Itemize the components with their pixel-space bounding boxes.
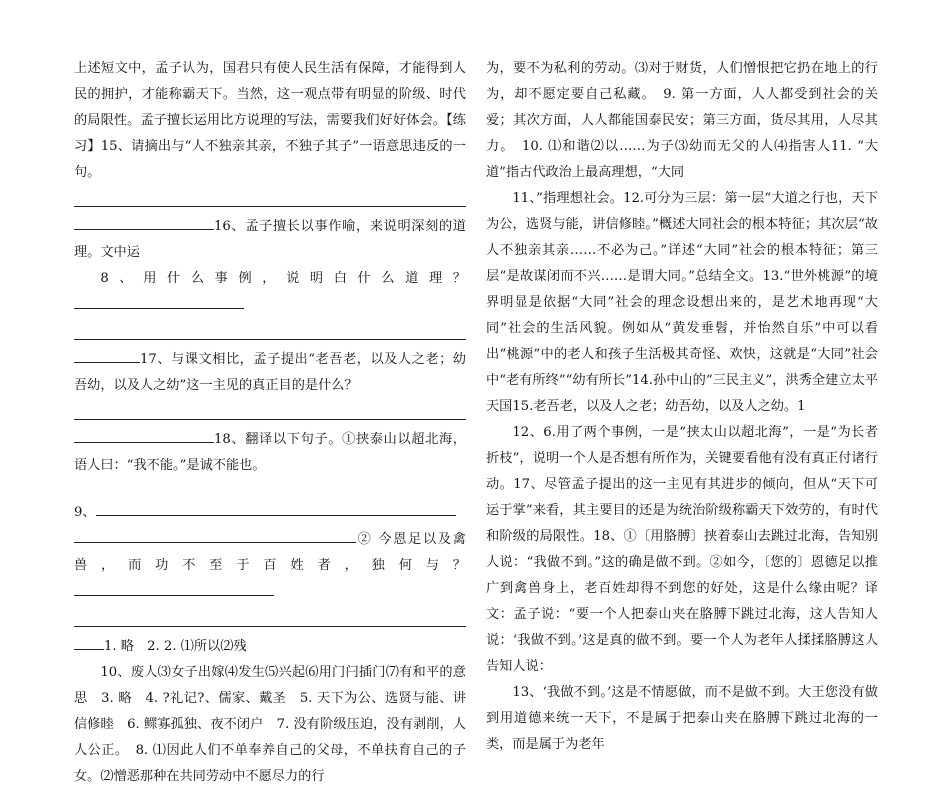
answer-10: 10、废人⑶女子出嫁⑷发生⑸兴起⑹用门闩插门⑺有和平的意思 3. 略 4. ?礼记?、儒家、戴圣 5. 天下为公、选贤与能、讲信修睦 6. 鳏寡孤独、夜不闭户 7. 没有阶级压迫，没有剥削，人人公正。 8. ⑴因此人们不单奉养自己的父母，不单扶育自己的子女。⑵憎恶那种在共同劳动中不愿尽力的行: [74, 665, 466, 784]
question-16: 16、孟子擅长以事作喻，来说明深刻的道理。文中运: [74, 213, 466, 266]
answer-blank: [74, 426, 214, 443]
answer-block-4: 13、‘我做不到。’这是不情愿做，而不是做不到。大王您没有做到用道德来统一天下，不是属于把泰山夹在胳膊下跳过北海的一类，而是属于为老年: [486, 685, 878, 752]
left-column: [74, 56, 466, 790]
question-17: 17、与课文相比，孟子提出“老吾老，以及人之老；幼吾幼，以及人之幼”这一主见的真正目的是什么？: [74, 346, 466, 399]
question-9: 9、: [74, 499, 466, 526]
answer-block-2: 11、”指理想社会。12.可分为三层：第一层“大道之行也，天下为公，选贤与能，讲信修睦。”概述大同社会的根本特征；其次层“故人不独亲其亲……不必为己。”详述“大同”社会的根本特征；第三层“是故谋闭而不兴……是谓大同。”总结全文。13.“世外桃源”的境界明显是依据“大同”社会的理念设想出来的，是艺术地再现“大同”社会的生活风貌。例如从“黄发垂髫，并怡然自乐”中可以看出“桃源”中的老人和孩子生活极其奇怪、欢快，这就是“大同”社会中“老有所终”“幼有所长”14.孙中山的“三民主义”，洪秀全建立太平天国15.老吾老，以及人之老；幼吾幼，以及人之幼。1: [486, 191, 878, 414]
spacer: [74, 479, 466, 499]
answer-blank: [74, 213, 214, 230]
answer-line: [74, 399, 466, 420]
answer-blank: [74, 346, 140, 363]
answer-line: [74, 606, 466, 627]
answer-blank: [74, 633, 104, 650]
question-18: 18、翻译以下句子。①挟泰山以超北海，语人曰：“我不能。”是诚不能也。: [74, 426, 466, 479]
answer-block-3: 12、6.用了两个事例，一是“挟太山以超北海”，一是“为长者折枝”，说明一个人是否想有所作为，关键要看他有没有真正付诸行动。17、尽管孟子提出的这一主见有其进步的倾向，但从“天下可运于掌”来看，其主要目的还是为统治阶级称霸天下效劳的，有时代和阶级的局限性。18、①〔用胳膊〕挟着泰山去跳过北海，告知别人说：“我做不到。”这的确是做不到。②如今，〔您的〕恩德足以推广到禽兽身上，老百姓却得不到您的好处，这是什么缘由呢？译文：孟子说：“要一个人把泰山夹在胳膊下跳过北海，这人告知人说：‘我做不到。’这是真的做不到。要一个人为老年人揉揉胳膊这人告知人说：: [486, 425, 878, 674]
answer-blank: [74, 526, 356, 543]
answer-blank: [96, 499, 456, 516]
answer-blank: [74, 579, 274, 596]
answer-line: [74, 186, 466, 207]
question-8: 8、用什么事例，说明白什么道理？: [74, 266, 466, 319]
intro-paragraph: 上述短文中，孟子认为，国君只有使人民生活有保障，才能得到人民的拥护，才能称霸天下。当然，这一观点带有明显的阶级、时代的局限性。孟子擅长运用比方说理的写法，需要我们好好体会。【练习】15、请摘出与“人不独亲其亲，不独子其子”一语意思违反的一句。: [74, 61, 466, 180]
answer-1: 1. 略 2. 2. ⑴所以⑵残: [74, 633, 466, 660]
answer-block-1: 为，要不为私利的劳动。⑶对于财货，人们憎恨把它扔在地上的行为，却不愿定要自己私藏。 9. 第一方面，人人都受到社会的关爱；其次方面，人人都能国泰民安；第三方面，货尽其用，人尽其力。 10. ⑴和谐⑵以……为子⑶幼而无父的人⑷指害人11. “大道”指古代政治上最高理想，“大同: [486, 61, 878, 180]
question-9-part2: ② 今恩足以及禽兽，而功不至于百姓者，独何与？: [74, 526, 466, 606]
right-column: [486, 56, 878, 758]
answer-line: [74, 319, 466, 340]
answer-blank: [74, 292, 244, 309]
